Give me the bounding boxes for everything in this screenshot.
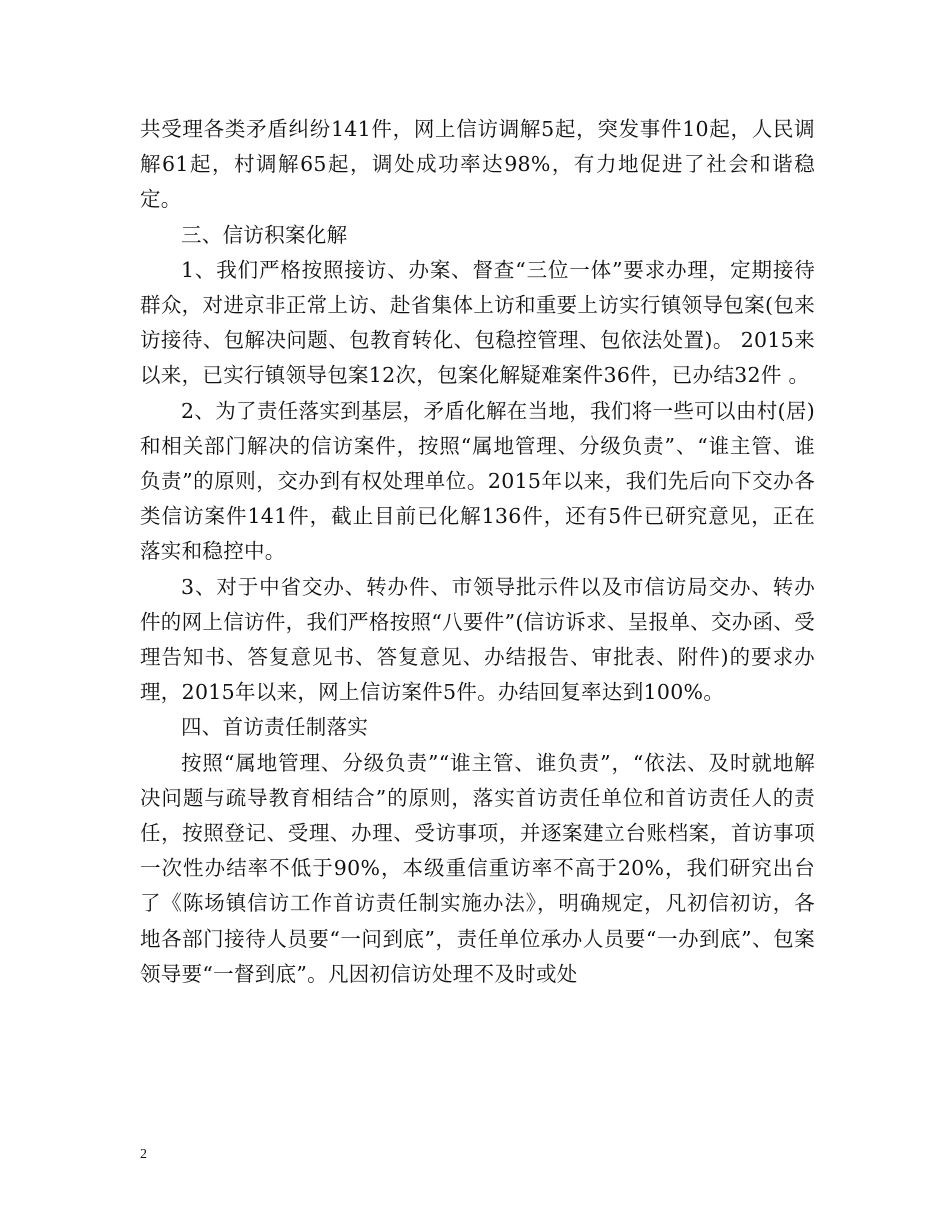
- paragraph-first-visit: 按照“属地管理、分级负责”“谁主管、谁负责”，“依法、及时就地解决问题与疏导教育相结合”的原则，落实首访责任单位和首访责任人的责任，按照登记、受理、办理、受访事项，并逐案建立台账档案，首访事项一次性办结率不低于90%，本级重信重访率不高于20%，我们研究出台了《陈场镇信访工作首访责任制实施办法》，明确规定，凡初信初访，各地各部门接待人员要“一问到底”，责任单位承办人员要“一办到底”、包案领导要“一督到底”。凡因初信访处理不及时或处: [140, 750, 815, 986]
- paragraph-continuation: 共受理各类矛盾纠纷141件，网上信访调解5起，突发事件10起，人民调解61起，村调解65起，调处成功率达98%，有力地促进了社会和谐稳定。: [140, 117, 815, 212]
- document-body: [140, 112, 815, 992]
- paragraph-item-3: 3、对于中省交办、转办件、市领导批示件以及市信访局交办、转办件的网上信访件，我们严格按照“八要件”(信访诉求、呈报单、交办函、受理告知书、答复意见书、答复意见、办结报告、审批表、附件)的要求办理，2015年以来，网上信访案件5件。办结回复率达到100%。: [140, 574, 815, 705]
- section-heading-3: 三、信访积案化解: [181, 222, 348, 247]
- paragraph-item-2: 2、为了责任落实到基层，矛盾化解在当地，我们将一些可以由村(居)和相关部门解决的信访案件，按照“属地管理、分级负责”、“谁主管、谁负责”的原则，交办到有权处理单位。2015年以来，我们先后向下交办各类信访案件141件，截止目前已化解136件，还有5件已研究意见，正在落实和稳控中。: [140, 398, 815, 564]
- section-heading-4: 四、首访责任制落实: [181, 715, 369, 740]
- page-number: 2: [140, 1147, 147, 1162]
- paragraph-item-1: 1、我们严格按照接访、办案、督查“三位一体”要求办理，定期接待群众，对进京非正常上访、赴省集体上访和重要上访实行镇领导包案(包来访接待、包解决问题、包教育转化、包稳控管理、包依法处置)。 2015来以来，已实行镇领导包案12次，包案化解疑难案件36件，已办结32件 。: [140, 257, 815, 388]
